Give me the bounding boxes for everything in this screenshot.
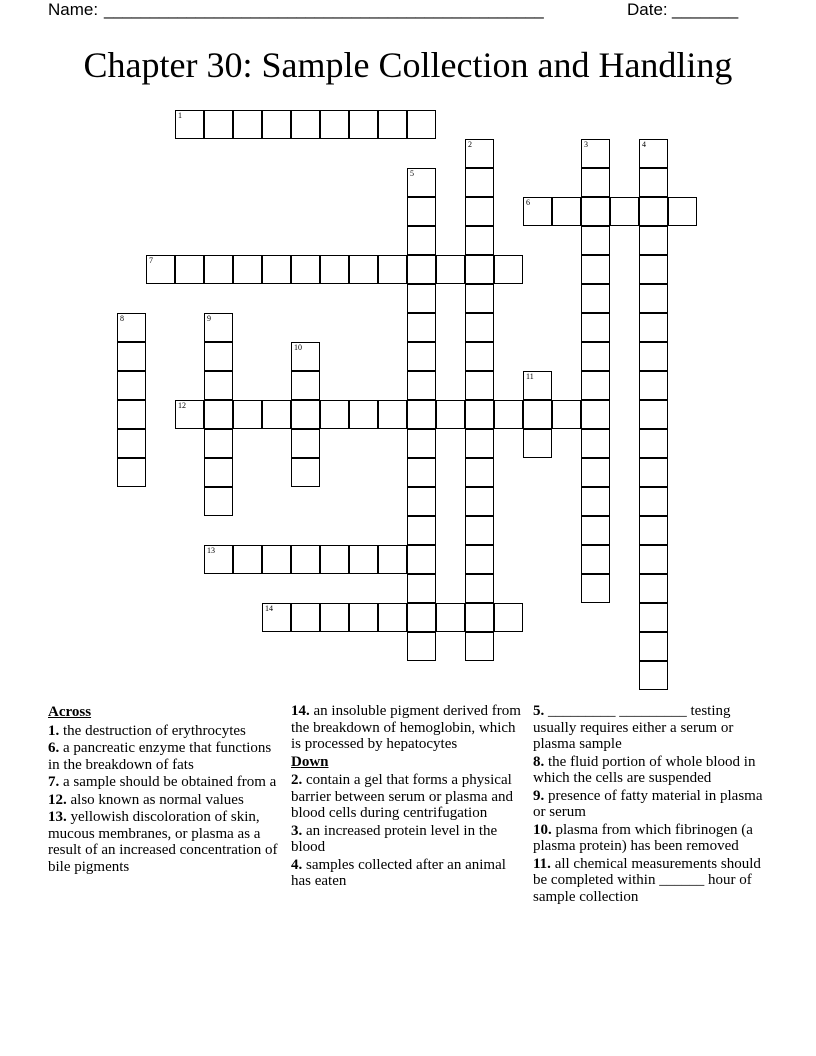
grid-cell[interactable] <box>407 313 436 342</box>
grid-cell[interactable] <box>204 458 233 487</box>
grid-cell[interactable] <box>465 400 494 429</box>
grid-cell[interactable] <box>378 545 407 574</box>
grid-cell[interactable] <box>465 574 494 603</box>
grid-cell[interactable] <box>494 255 523 284</box>
grid-cell[interactable] <box>581 168 610 197</box>
grid-cell[interactable] <box>407 168 436 197</box>
grid-cell[interactable] <box>407 516 436 545</box>
grid-cell[interactable] <box>378 603 407 632</box>
grid-cell[interactable] <box>639 313 668 342</box>
grid-cell[interactable] <box>262 255 291 284</box>
grid-cell[interactable] <box>291 110 320 139</box>
grid-cell[interactable] <box>523 429 552 458</box>
grid-cell[interactable] <box>407 400 436 429</box>
grid-cell[interactable] <box>233 110 262 139</box>
grid-cell[interactable] <box>349 400 378 429</box>
grid-cell[interactable] <box>407 603 436 632</box>
clue-down-5: 5. _________ _________ testing usually requires either a serum or plasma sample <box>533 703 734 752</box>
grid-cell[interactable] <box>465 371 494 400</box>
grid-cell[interactable] <box>407 110 436 139</box>
grid-cell[interactable] <box>465 168 494 197</box>
grid-cell[interactable] <box>291 400 320 429</box>
grid-cell[interactable] <box>407 197 436 226</box>
grid-cell[interactable] <box>407 342 436 371</box>
grid-cell[interactable] <box>146 255 175 284</box>
clue-across-6: 6. a pancreatic enzyme that functions in the breakdown of fats <box>48 740 272 773</box>
clue-column-2 <box>291 703 527 891</box>
clue-down-3: 3. an increased protein level in the blood <box>291 822 498 855</box>
grid-cell[interactable] <box>639 197 668 226</box>
grid-cell[interactable] <box>639 168 668 197</box>
grid-cell[interactable] <box>407 574 436 603</box>
clue-down-2: 2. contain a gel that forms a physical barrier between serum or plasma and blood cells during centrifugation <box>291 772 513 821</box>
grid-cell[interactable] <box>378 110 407 139</box>
grid-cell[interactable] <box>407 284 436 313</box>
clue-number: 13 <box>207 546 215 555</box>
grid-cell[interactable] <box>407 458 436 487</box>
grid-cell[interactable] <box>465 603 494 632</box>
grid-cell[interactable] <box>639 603 668 632</box>
grid-cell[interactable] <box>523 197 552 226</box>
grid-cell[interactable] <box>233 545 262 574</box>
clue-number: 7 <box>149 256 153 265</box>
grid-cell[interactable] <box>639 632 668 661</box>
grid-cell[interactable] <box>581 458 610 487</box>
grid-cell[interactable] <box>291 429 320 458</box>
grid-cell[interactable] <box>639 284 668 313</box>
grid-cell[interactable] <box>465 458 494 487</box>
grid-cell[interactable] <box>291 342 320 371</box>
grid-cell[interactable] <box>291 545 320 574</box>
grid-cell[interactable] <box>320 545 349 574</box>
grid-cell[interactable] <box>494 603 523 632</box>
grid-cell[interactable] <box>349 255 378 284</box>
grid-cell[interactable] <box>407 255 436 284</box>
grid-cell[interactable] <box>204 487 233 516</box>
grid-cell[interactable] <box>639 342 668 371</box>
grid-cell[interactable] <box>639 545 668 574</box>
grid-cell[interactable] <box>581 545 610 574</box>
grid-cell[interactable] <box>581 255 610 284</box>
grid-cell[interactable] <box>407 429 436 458</box>
grid-cell[interactable] <box>610 197 639 226</box>
grid-cell[interactable] <box>407 226 436 255</box>
grid-cell[interactable] <box>465 516 494 545</box>
clue-number: 10 <box>294 343 302 352</box>
grid-cell[interactable] <box>349 545 378 574</box>
grid-cell[interactable] <box>291 371 320 400</box>
grid-cell[interactable] <box>378 400 407 429</box>
grid-cell[interactable] <box>668 197 697 226</box>
grid-cell[interactable] <box>407 371 436 400</box>
grid-cell[interactable] <box>204 371 233 400</box>
name-blank[interactable]: ________________________________________________ <box>104 0 544 19</box>
grid-cell[interactable] <box>639 429 668 458</box>
clue-number: 1 <box>178 111 182 120</box>
clue-across-1: 1. the destruction of erythrocytes <box>48 722 246 739</box>
grid-cell[interactable] <box>639 371 668 400</box>
clue-number: 6 <box>526 198 530 207</box>
page-title: Chapter 30: Sample Collection and Handling <box>83 45 733 85</box>
grid-cell[interactable] <box>436 400 465 429</box>
grid-cell[interactable] <box>465 429 494 458</box>
grid-cell[interactable] <box>204 545 233 574</box>
grid-cell[interactable] <box>320 255 349 284</box>
clue-down-8: 8. the fluid portion of whole blood in which the cells are suspended <box>533 753 756 786</box>
clue-number: 4 <box>642 140 646 149</box>
grid-cell[interactable] <box>262 110 291 139</box>
clue-down-9: 9. presence of fatty material in plasma or serum <box>533 787 763 820</box>
grid-cell[interactable] <box>581 516 610 545</box>
grid-cell[interactable] <box>581 284 610 313</box>
grid-cell[interactable] <box>581 487 610 516</box>
grid-cell[interactable] <box>552 400 581 429</box>
grid-cell[interactable] <box>581 400 610 429</box>
grid-cell[interactable] <box>407 632 436 661</box>
grid-cell[interactable] <box>639 661 668 690</box>
grid-cell[interactable] <box>581 226 610 255</box>
grid-cell[interactable] <box>117 458 146 487</box>
clue-down-4: 4. samples collected after an animal has eaten <box>291 856 506 889</box>
grid-cell[interactable] <box>349 603 378 632</box>
grid-cell[interactable] <box>639 226 668 255</box>
grid-cell[interactable] <box>465 342 494 371</box>
grid-cell[interactable] <box>175 400 204 429</box>
grid-cell[interactable] <box>523 400 552 429</box>
grid-cell[interactable] <box>204 400 233 429</box>
grid-cell[interactable] <box>436 255 465 284</box>
date-blank[interactable]: _______ <box>672 0 739 19</box>
grid-cell[interactable] <box>436 603 465 632</box>
grid-cell[interactable] <box>117 342 146 371</box>
clue-down-10: 10. plasma from which fibrinogen (a plasma protein) has been removed <box>533 821 753 854</box>
grid-cell[interactable] <box>465 255 494 284</box>
date-label: Date: <box>627 0 668 19</box>
across-heading: Across <box>48 704 92 720</box>
grid-cell[interactable] <box>407 487 436 516</box>
grid-cell[interactable] <box>175 255 204 284</box>
grid-cell[interactable] <box>581 139 610 168</box>
grid-cell[interactable] <box>465 226 494 255</box>
grid-cell[interactable] <box>639 487 668 516</box>
grid-cell[interactable] <box>117 371 146 400</box>
grid-cell[interactable] <box>291 255 320 284</box>
clue-across-13: 13. yellowish discoloration of skin, mucous membranes, or plasma as a result of an increased concentration of bile pigments <box>48 809 278 875</box>
grid-cell[interactable] <box>320 110 349 139</box>
clue-column-1 <box>48 703 280 876</box>
grid-cell[interactable] <box>320 603 349 632</box>
clue-down-11: 11. all chemical measurements should be completed within ______ hour of sample collection <box>533 855 761 905</box>
clue-number: 2 <box>468 140 472 149</box>
grid-cell[interactable] <box>639 458 668 487</box>
grid-cell[interactable] <box>378 255 407 284</box>
grid-cell[interactable] <box>639 516 668 545</box>
clue-column-3 <box>533 703 773 906</box>
grid-cell[interactable] <box>291 603 320 632</box>
grid-cell[interactable] <box>175 110 204 139</box>
grid-cell[interactable] <box>523 371 552 400</box>
grid-cell[interactable] <box>117 313 146 342</box>
grid-cell[interactable] <box>581 574 610 603</box>
grid-cell[interactable] <box>465 197 494 226</box>
grid-cell[interactable] <box>233 400 262 429</box>
grid-cell[interactable] <box>581 342 610 371</box>
grid-cell[interactable] <box>117 429 146 458</box>
grid-cell[interactable] <box>465 632 494 661</box>
clue-number: 14 <box>265 604 273 613</box>
grid-cell[interactable] <box>262 603 291 632</box>
grid-cell[interactable] <box>117 400 146 429</box>
grid-cell[interactable] <box>581 197 610 226</box>
grid-cell[interactable] <box>349 110 378 139</box>
name-label: Name: <box>48 0 99 19</box>
clue-number: 3 <box>584 140 588 149</box>
grid-cell[interactable] <box>204 110 233 139</box>
grid-cell[interactable] <box>204 429 233 458</box>
clue-number: 8 <box>120 314 124 323</box>
clue-number: 5 <box>410 169 414 178</box>
clue-across-12: 12. also known as normal values <box>48 791 244 808</box>
grid-cell[interactable] <box>262 400 291 429</box>
grid-cell[interactable] <box>581 371 610 400</box>
grid-cell[interactable] <box>465 313 494 342</box>
clue-across-7: 7. a sample should be obtained from a <box>48 774 277 790</box>
grid-cell[interactable] <box>291 458 320 487</box>
grid-cell[interactable] <box>233 255 262 284</box>
clue-across-14: 14. an insoluble pigment derived from the breakdown of hemoglobin, which is processed by hepatocytes <box>291 703 521 752</box>
grid-cell[interactable] <box>639 574 668 603</box>
grid-cell[interactable] <box>204 255 233 284</box>
clue-number: 9 <box>207 314 211 323</box>
grid-cell[interactable] <box>581 313 610 342</box>
grid-cell[interactable] <box>581 429 610 458</box>
clue-number: 12 <box>178 401 186 410</box>
grid-cell[interactable] <box>639 139 668 168</box>
grid-cell[interactable] <box>204 342 233 371</box>
grid-cell[interactable] <box>204 313 233 342</box>
grid-cell[interactable] <box>465 284 494 313</box>
grid-cell[interactable] <box>639 400 668 429</box>
clue-number: 11 <box>526 372 534 381</box>
grid-cell[interactable] <box>494 400 523 429</box>
grid-cell[interactable] <box>320 400 349 429</box>
down-heading: Down <box>291 753 329 770</box>
grid-cell[interactable] <box>465 139 494 168</box>
grid-cell[interactable] <box>465 545 494 574</box>
grid-cell[interactable] <box>552 197 581 226</box>
grid-cell[interactable] <box>407 545 436 574</box>
grid-cell[interactable] <box>262 545 291 574</box>
grid-cell[interactable] <box>465 487 494 516</box>
grid-cell[interactable] <box>639 255 668 284</box>
